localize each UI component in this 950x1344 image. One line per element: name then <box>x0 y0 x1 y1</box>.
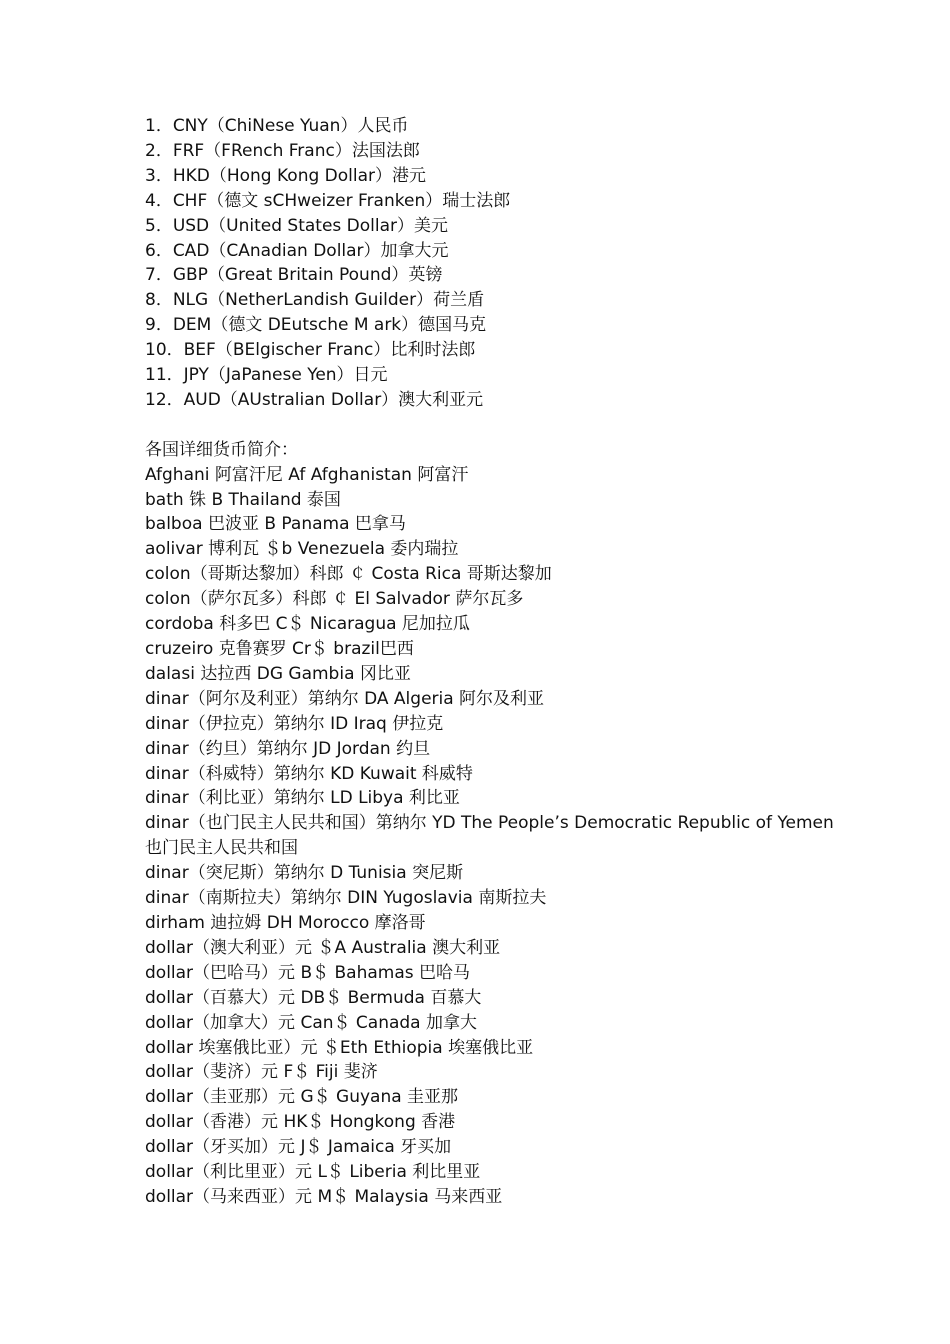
currency-item: colon（哥斯达黎加）科郎 ￠ Costa Rica 哥斯达黎加 <box>145 564 552 585</box>
currency-item: dalasi 达拉西 DG Gambia 冈比亚 <box>145 663 411 684</box>
code-item: 7．GBP（Great Britain Pound）英镑 <box>145 265 443 286</box>
currency-item: bath 铢 B Thailand 泰国 <box>145 489 341 510</box>
code-item: 10．BEF（BElgischer Franc）比利时法郎 <box>145 340 476 361</box>
currency-item: aolivar 博利瓦 ＄b Venezuela 委内瑞拉 <box>145 539 459 560</box>
code-item: 2．FRF（FRench Franc）法国法郎 <box>145 140 420 161</box>
code-item: 3．HKD（Hong Kong Dollar）港元 <box>145 165 427 186</box>
currency-detail-list <box>145 463 835 1210</box>
currency-item: dollar（香港）元 HK＄ Hongkong 香港 <box>145 1112 456 1133</box>
currency-item: dollar（斐济）元 F＄ Fiji 斐济 <box>145 1062 378 1083</box>
code-item: 11．JPY（JaPanese Yen）日元 <box>145 365 388 386</box>
currency-item: dollar（加拿大）元 Can＄ Canada 加拿大 <box>145 1012 478 1033</box>
currency-item: Afghani 阿富汗尼 Af Afghanistan 阿富汗 <box>145 464 469 485</box>
currency-item: dinar（约旦）第纳尔 JD Jordan 约旦 <box>145 738 431 759</box>
currency-item: dirham 迪拉姆 DH Morocco 摩洛哥 <box>145 912 426 933</box>
currency-item: dinar（伊拉克）第纳尔 ID Iraq 伊拉克 <box>145 713 444 734</box>
code-item: 1．CNY（ChiNese Yuan）人民币 <box>145 116 409 136</box>
currency-item: dinar（突尼斯）第纳尔 D Tunisia 突尼斯 <box>145 863 464 884</box>
currency-item: dollar（牙买加）元 J＄ Jamaica 牙买加 <box>145 1137 452 1158</box>
section-heading: 各国详细货币简介： <box>145 439 298 460</box>
currency-item: dinar（也门民主人民共和国）第纳尔 YD The People’s Democratic Republic of Yemen 也门民主人民共和国 <box>145 813 834 859</box>
code-item: 9．DEM（德文 DEutsche M ark）德国马克 <box>145 315 487 336</box>
code-item: 6．CAD（CAnadian Dollar）加拿大元 <box>145 240 449 261</box>
code-item: 8．NLG（NetherLandish Guilder）荷兰盾 <box>145 290 485 311</box>
currency-code-list <box>145 114 835 413</box>
currency-item: dollar 埃塞俄比亚）元 ＄Eth Ethiopia 埃塞俄比亚 <box>145 1037 534 1058</box>
currency-item: cordoba 科多巴 C＄ Nicaragua 尼加拉瓜 <box>145 614 470 635</box>
currency-item: dollar（百慕大）元 DB＄ Bermuda 百慕大 <box>145 987 482 1008</box>
currency-item: dollar（利比里亚）元 L＄ Liberia 利比里亚 <box>145 1162 481 1183</box>
code-item: 12．AUD（AUstralian Dollar）澳大利亚元 <box>145 389 484 410</box>
currency-item: dinar（南斯拉夫）第纳尔 DIN Yugoslavia 南斯拉夫 <box>145 888 547 909</box>
currency-item: dollar（圭亚那）元 G＄ Guyana 圭亚那 <box>145 1087 459 1108</box>
code-item: 5．USD（United States Dollar）美元 <box>145 215 449 236</box>
currency-item: balboa 巴波亚 B Panama 巴拿马 <box>145 514 406 535</box>
currency-item: dollar（澳大利亚）元 ＄A Australia 澳大利亚 <box>145 937 501 958</box>
paragraph-gap <box>145 413 835 438</box>
currency-item: dinar（科威特）第纳尔 KD Kuwait 科威特 <box>145 763 473 784</box>
currency-item: cruzeiro 克鲁赛罗 Cr＄ brazil巴西 <box>145 639 414 660</box>
currency-item: dinar（利比亚）第纳尔 LD Libya 利比亚 <box>145 788 460 809</box>
currency-item: dollar（巴哈马）元 B＄ Bahamas 巴哈马 <box>145 962 471 983</box>
currency-item: dinar（阿尔及利亚）第纳尔 DA Algeria 阿尔及利亚 <box>145 688 545 709</box>
currency-item: colon（萨尔瓦多）科郎 ￠ El Salvador 萨尔瓦多 <box>145 589 524 610</box>
code-item: 4．CHF（德文 sCHweizer Franken）瑞士法郎 <box>145 190 511 211</box>
currency-item: dollar（马来西亚）元 M＄ Malaysia 马来西亚 <box>145 1186 503 1207</box>
document-body <box>145 114 835 1210</box>
